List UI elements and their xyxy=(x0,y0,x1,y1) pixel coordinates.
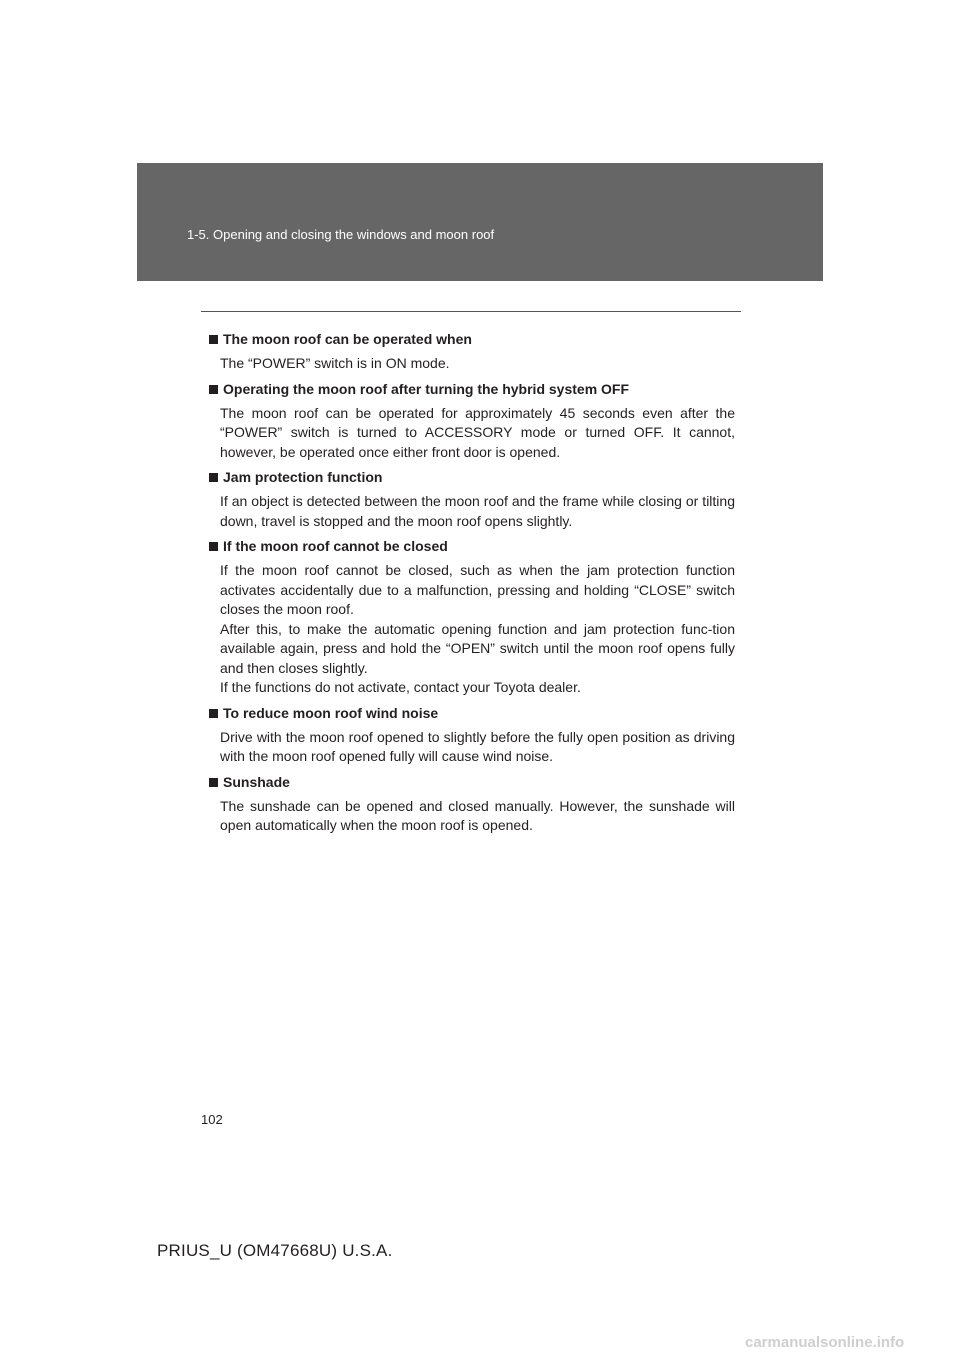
content-body xyxy=(209,330,735,842)
info-item xyxy=(209,380,735,463)
item-heading-text: If the moon roof cannot be closed xyxy=(223,538,448,554)
item-heading-text: To reduce moon roof wind noise xyxy=(223,704,439,721)
item-body xyxy=(220,492,735,531)
item-heading-text: Jam protection function xyxy=(223,469,383,485)
item-body xyxy=(220,404,735,463)
item-heading xyxy=(209,773,735,792)
page-number: 102 xyxy=(201,1112,223,1127)
item-paragraph: If the moon roof cannot be closed, such as when the jam protection function activates accidentally due to a malfunction, pressing and holding “CLOSE” switch closes the moon roof. xyxy=(220,562,735,617)
item-paragraph: After this, to make the automatic opening function and jam protection func-tion available again, press and hold the “OPEN” switch until the moon roof opens fully and then closes slightly. xyxy=(220,620,735,676)
info-item xyxy=(209,468,735,531)
item-paragraph: If the functions do not activate, contact your Toyota dealer. xyxy=(220,679,581,695)
divider xyxy=(201,311,741,312)
item-body xyxy=(220,728,735,767)
item-heading-text: The moon roof can be operated when xyxy=(223,331,472,347)
info-item xyxy=(209,330,735,374)
item-paragraph: Drive with the moon roof opened to slightly before the fully open position as driving with the moon roof opened fully will cause wind noise. xyxy=(220,728,735,764)
square-bullet-icon xyxy=(209,473,218,482)
item-heading xyxy=(209,380,735,399)
info-item xyxy=(209,537,735,698)
square-bullet-icon xyxy=(209,778,218,787)
item-body xyxy=(220,797,735,836)
item-paragraph: The sunshade can be opened and closed manually. However, the sunshade will open automatically when the moon roof is opened. xyxy=(220,797,735,833)
item-paragraph: If an object is detected between the moon roof and the frame while closing or tilting down, travel is stopped and the moon roof opens slightly. xyxy=(220,493,735,529)
item-heading xyxy=(209,537,735,556)
info-item xyxy=(209,704,735,767)
square-bullet-icon xyxy=(209,709,218,718)
watermark: carmanualsonline.info xyxy=(745,1334,905,1351)
item-body xyxy=(220,354,735,374)
item-heading-text: Operating the moon roof after turning the hybrid system OFF xyxy=(223,380,630,397)
square-bullet-icon xyxy=(209,335,218,344)
item-heading-text: Sunshade xyxy=(223,773,290,790)
section-title: 1-5. Opening and closing the windows and moon roof xyxy=(187,227,495,242)
info-item xyxy=(209,773,735,836)
item-heading xyxy=(209,704,735,723)
document-code: PRIUS_U (OM47668U) U.S.A. xyxy=(157,1241,393,1260)
item-paragraph: The “POWER” switch is in ON mode. xyxy=(220,355,450,371)
item-body xyxy=(220,561,735,698)
square-bullet-icon xyxy=(209,542,218,551)
section-header xyxy=(137,163,823,281)
square-bullet-icon xyxy=(209,385,218,394)
item-heading xyxy=(209,468,735,487)
item-heading xyxy=(209,330,735,349)
item-paragraph: The moon roof can be operated for approximately 45 seconds even after the “POWER” switch is turned to ACCESSORY mode or turned OFF. It cannot, however, be operated once either front door is opened. xyxy=(220,404,735,460)
